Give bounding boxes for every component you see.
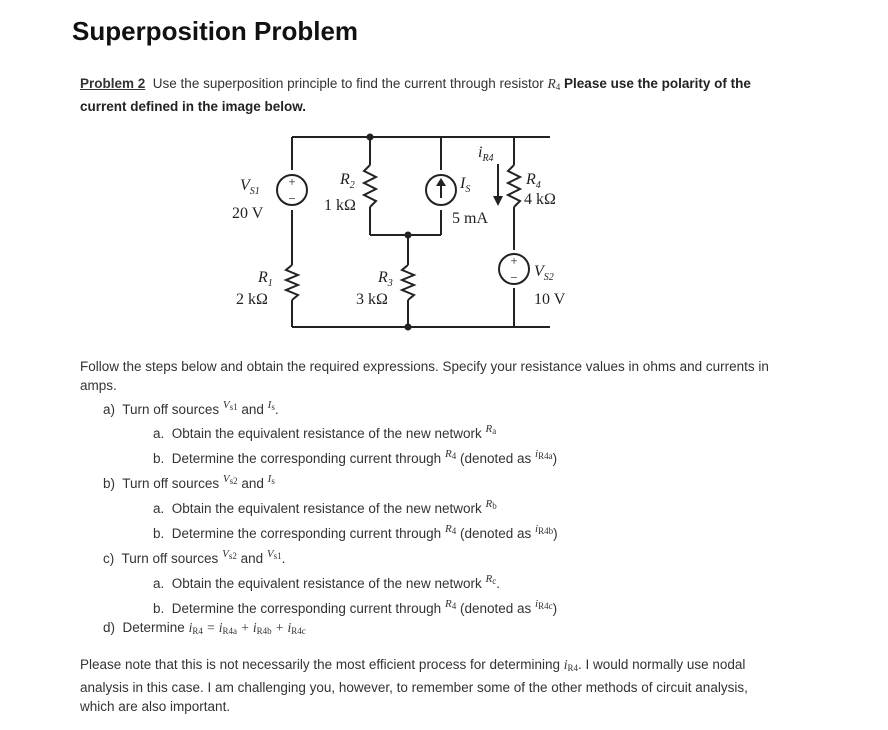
r3-value: 3 kΩ bbox=[356, 291, 388, 308]
is-label: $I_S$ bbox=[460, 175, 471, 195]
vs2-value: 10 V bbox=[534, 291, 566, 308]
step-c-2: b. Determine the corresponding current through $^{R_4}$ (denoted as $^{i_{R4c}}$) bbox=[153, 598, 558, 616]
problem-text: Use the superposition principle to find the current through resistor bbox=[152, 76, 544, 91]
r1-value: 2 kΩ bbox=[236, 291, 268, 308]
vs2-label: $V_{S2}$ bbox=[534, 263, 554, 283]
r3-label: $R_3$ bbox=[378, 269, 393, 289]
step-b-2: b. Determine the corresponding current through $^{R_4}$ (denoted as $^{i_{R4b}}$) bbox=[153, 523, 558, 541]
svg-text:+: + bbox=[288, 174, 296, 189]
svg-text:+: + bbox=[510, 253, 518, 268]
vs1-value: 20 V bbox=[232, 205, 264, 222]
is-value: 5 mA bbox=[452, 210, 488, 227]
r2-resistor bbox=[364, 165, 376, 207]
svg-text:−: − bbox=[510, 270, 518, 285]
closing-note: Please note that this is not necessarily the most efficient process for determining $i_{R4}$. I would normally use nodal analysis in this case. I am challenging you, however, to remember some of the other methods of circuit analysis, which are also important. bbox=[80, 657, 748, 714]
ir4-label: $i_{R4}$ bbox=[478, 144, 494, 164]
problem-statement bbox=[80, 74, 780, 116]
circuit-diagram bbox=[220, 132, 600, 347]
step-d: d) Determine $i_{R4} = i_{R4a} + i_{R4b} + i_{R4c}$ bbox=[103, 620, 306, 636]
step-a-2: b. Determine the corresponding current through $^{R_4}$ (denoted as $^{i_{R4a}}$) bbox=[153, 448, 558, 466]
r4-resistor bbox=[508, 165, 520, 207]
step-c: c) Turn off sources $^{V_{s2}}$ and $^{V_{s1}}$. bbox=[103, 548, 286, 566]
current-arrow-icon bbox=[493, 196, 503, 206]
vs1-label: $V_{S1}$ bbox=[240, 177, 260, 197]
step-a-1: a. Obtain the equivalent resistance of the new network $^{R_a}$ bbox=[153, 423, 497, 441]
instructions: Follow the steps below and obtain the required expressions. Specify your resistance values in ohms and currents in amps. bbox=[80, 359, 769, 393]
r2-value: 1 kΩ bbox=[324, 197, 356, 214]
r3-resistor bbox=[402, 265, 414, 300]
polarity-instruction: Please use the polarity of the current defined in the image below. bbox=[80, 76, 751, 114]
r4-value: 4 kΩ bbox=[524, 191, 556, 208]
problem-label: Problem 2 bbox=[80, 76, 146, 91]
step-c-1: a. Obtain the equivalent resistance of the new network $^{R_c}$. bbox=[153, 573, 500, 591]
resistor-symbol: $R_4$ bbox=[547, 76, 561, 92]
svg-text:−: − bbox=[288, 191, 296, 206]
r4-label: $R_4$ bbox=[526, 171, 541, 191]
r1-label: $R_1$ bbox=[258, 269, 273, 289]
step-a: a) Turn off sources $^{V_{s1}}$ and $^{I_s}$. bbox=[103, 399, 279, 417]
step-b-1: a. Obtain the equivalent resistance of the new network $^{R_b}$ bbox=[153, 498, 497, 516]
page-title: Superposition Problem bbox=[72, 16, 359, 46]
step-b: b) Turn off sources $^{V_{s2}}$ and $^{I_s}$ bbox=[103, 473, 275, 491]
r2-label: $R_2$ bbox=[340, 171, 355, 191]
r1-resistor bbox=[286, 265, 298, 300]
